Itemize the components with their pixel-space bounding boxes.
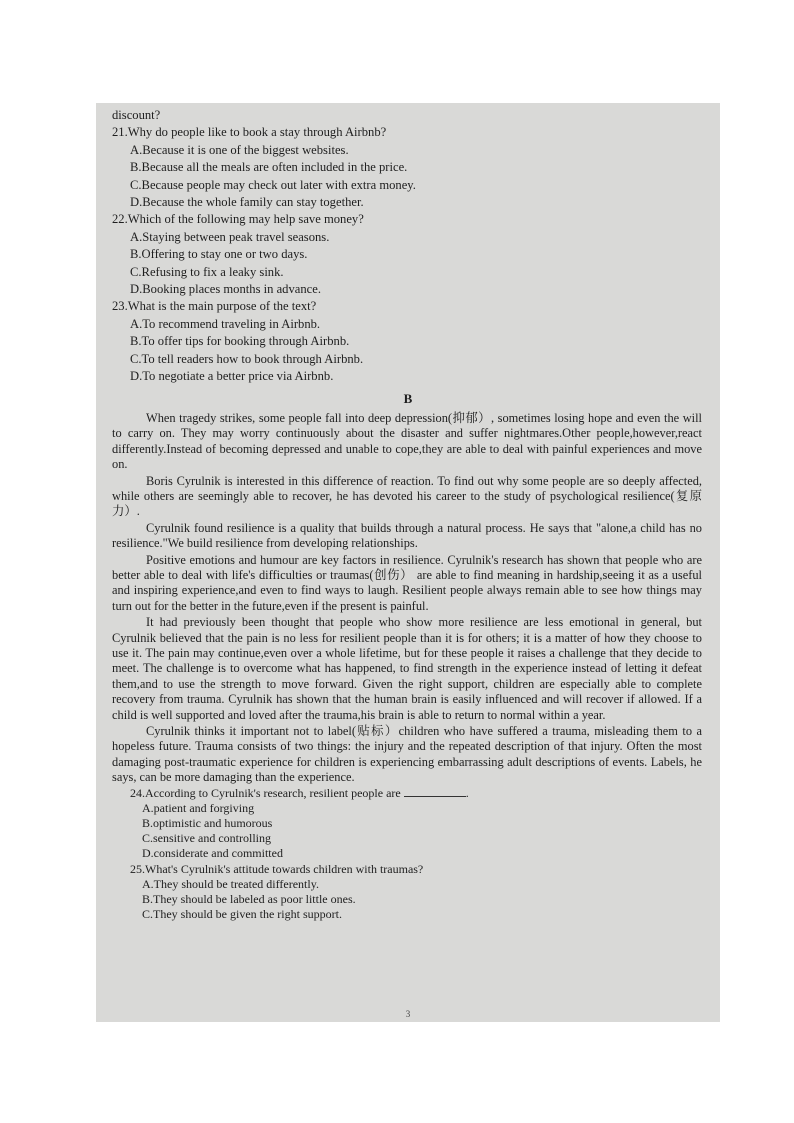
passage-paragraph: When tragedy strikes, some people fall into deep depression(抑郁）, sometimes losing hope and even the will to carry on. They may worry continuously about the disaster and suffer nightmares.Other people,however,react differently.Instead of becoming depressed and unable to cope,they are able to deal with painful experiences and move on. (112, 410, 702, 472)
option-b: B.Because all the meals are often included in the price. (130, 160, 408, 175)
passage-paragraph: Cyrulnik thinks it important not to label(贴标）children who have suffered a trauma, misleading them to a hopeless future. Trauma consists of two things: the injury and the repeated description of that injury. Often the most damaging post-traumatic experience for children is experiencing embarrassing adult descriptions of events. Labels, he says, can be more damaging than the experience. (112, 724, 702, 785)
passage-paragraph: It had previously been thought that people who show more resilience are less emotional in general, but Cyrulnik believed that the pain is no less for resilient people than it is for others; it is a matter of how they choose to use it. The pain may continue,even over a whole lifetime, but for these people it raises a challenge that they decide to meet. The challenge is to overcome what has happened, to find strength in the experience instead of letting it defeat them,and to use the strength to move forward. Given the right support, children are especially able to complete recovery from trauma. Cyrulnik has shown that the human brain is easily influenced and will recover if allowed. If a child is well supported and loved after the trauma,his brain is able to return to normal within a year. (112, 615, 702, 722)
option-d: D.Because the whole family can stay together. (130, 195, 364, 210)
question-stem-text: 24.According to Cyrulnik's research, resilient people are (130, 785, 401, 800)
question-23 (112, 298, 704, 385)
option-d: D.considerate and committed (142, 846, 283, 861)
option-c: C.To tell readers how to book through Airbnb. (130, 351, 364, 366)
option-b: B.Offering to stay one or two days. (130, 247, 308, 262)
option-a: A.To recommend traveling in Airbnb. (130, 316, 321, 331)
option-c: C.They should be given the right support. (142, 907, 342, 922)
question-stem: 22.Which of the following may help save money? (112, 212, 364, 227)
option-c: C.Refusing to fix a leaky sink. (130, 264, 284, 279)
page-number: 3 (405, 1009, 411, 1019)
option-a: A.Staying between peak travel seasons. (130, 229, 330, 244)
option-a: A.Because it is one of the biggest websites. (130, 142, 349, 157)
question-21 (112, 124, 704, 211)
passage-b (112, 411, 704, 786)
answer-blank (404, 786, 466, 797)
option-b: B.They should be labeled as poor little ones. (142, 892, 356, 907)
option-b: B.optimistic and humorous (142, 816, 273, 831)
passage-paragraph: Positive emotions and humour are key factors in resilience. Cyrulnik's research has shown that people who are better able to deal with life's difficulties or traumas(创伤） are able to find meaning in hardship,seeing it as a useful and inspiring experience,and even to find ways to laugh. Resilient people always remain able to see how things may turn out for the better in the future,even if the present is painful. (112, 552, 702, 613)
question-stem-end: . (465, 785, 469, 800)
option-d: D.Booking places months in advance. (130, 282, 321, 297)
option-c: C.sensitive and controlling (142, 831, 271, 846)
option-b: B.To offer tips for booking through Airbnb. (130, 334, 350, 349)
passage-paragraph: Cyrulnik found resilience is a quality that builds through a natural process. He says that "alone,a child has no resilience."We build resilience from developing relationships. (112, 520, 702, 551)
option-a: A.They should be treated differently. (142, 876, 319, 891)
question-stem: 23.What is the main purpose of the text? (112, 299, 317, 314)
question-stem: 21.Why do people like to book a stay through Airbnb? (112, 125, 387, 140)
passage-paragraph: Boris Cyrulnik is interested in this difference of reaction. To find out why some people are so deeply affected, while others are seemingly able to recover, he has devoted his career to the study of psychological resilience(复原力）. (112, 473, 702, 519)
question-22 (112, 211, 704, 298)
question-25 (112, 862, 704, 923)
option-a: A.patient and forgiving (142, 800, 255, 815)
question-stem: 25.What's Cyrulnik's attitude towards children with traumas? (130, 861, 424, 876)
section-heading: B (403, 390, 413, 406)
continued-text: discount? (112, 108, 161, 122)
exam-page (96, 103, 720, 1022)
option-d: D.To negotiate a better price via Airbnb. (130, 369, 334, 384)
option-c: C.Because people may check out later with extra money. (130, 177, 416, 192)
question-24 (112, 786, 704, 862)
question-stem (130, 786, 704, 801)
